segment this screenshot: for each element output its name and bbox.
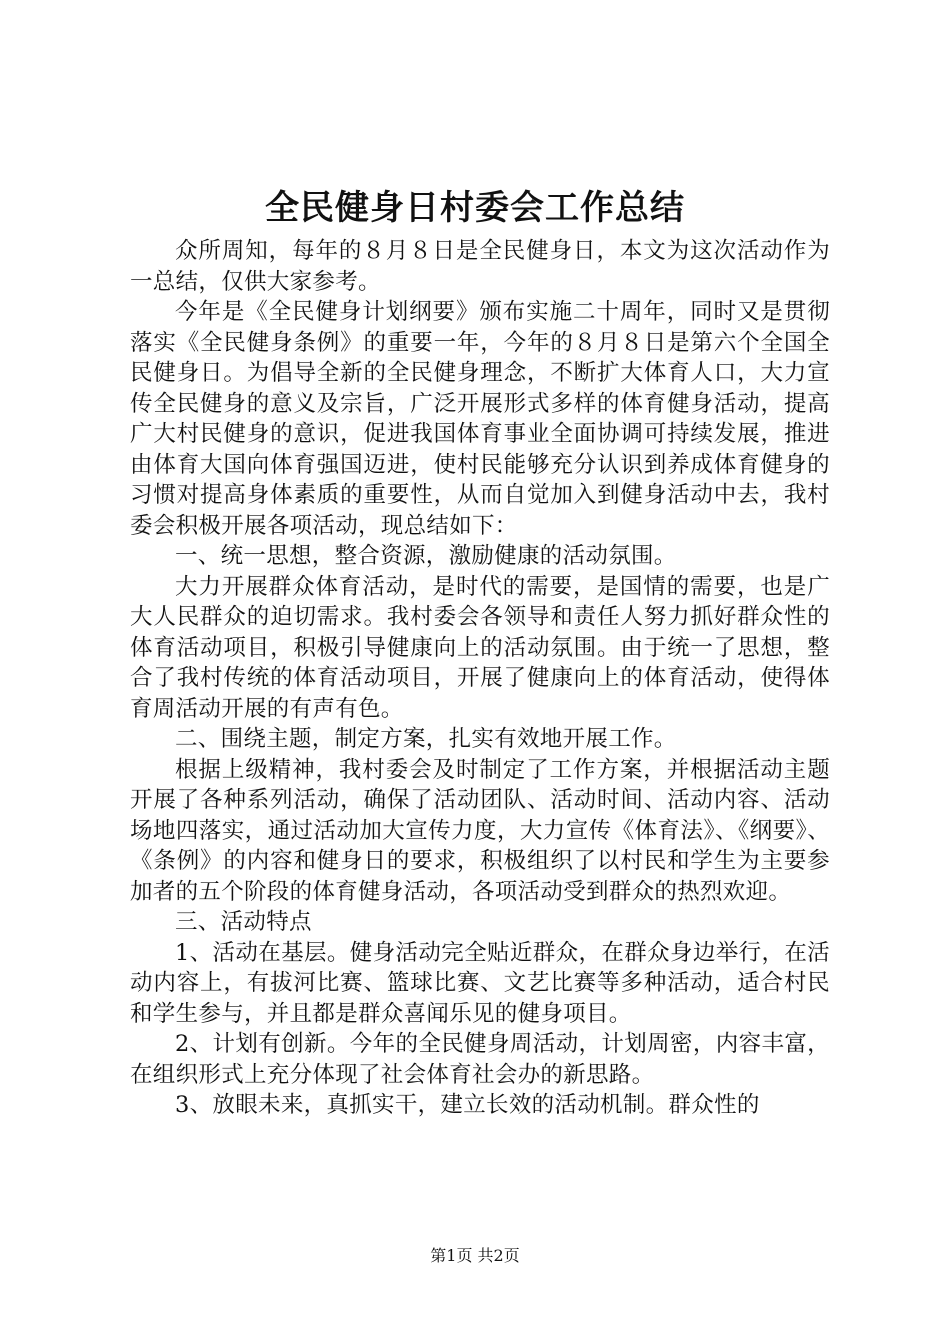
paragraph-feature-3: 3、放眼未来，真抓实干，建立长效的活动机制。群众性的	[175, 1092, 760, 1118]
page-number-footer: 第1页 共2页	[430, 1246, 520, 1265]
section-heading-2: 二、围绕主题，制定方案，扎实有效地开展工作。	[175, 726, 677, 752]
section-heading-3: 三、活动特点	[175, 909, 312, 935]
paragraph-intro: 众所周知，每年的８月８日是全民健身日，本文为这次活动作为一总结，仅供大家参考。	[130, 238, 830, 295]
section-heading-1: 一、统一思想，整合资源，激励健康的活动氛围。	[175, 543, 677, 569]
paragraph-background: 今年是《全民健身计划纲要》颁布实施二十周年，同时又是贯彻落实《全民健身条例》的重要一年，今年的８月８日是第六个全国全民健身日。为倡导全新的全民健身理念，不断扩大体育人口，大力宣传全民健身的意义及宗旨，广泛开展形式多样的体育健身活动，提高广大村民健身的意识，促进我国体育事业全面协调可持续发展，推进由体育大国向体育强国迈进，使村民能够充分认识到养成体育健身的习惯对提高身体素质的重要性，从而自觉加入到健身活动中去，我村委会积极开展各项活动，现总结如下：	[130, 299, 830, 539]
paragraph-feature-1: 1、活动在基层。健身活动完全贴近群众，在群众身边举行，在活动内容上，有拔河比赛、篮球比赛、文艺比赛等多种活动，适合村民和学生参与，并且都是群众喜闻乐见的健身项目。	[130, 939, 830, 1027]
document-title: 全民健身日村委会工作总结	[265, 188, 685, 228]
document-body	[130, 236, 830, 1121]
paragraph-feature-2: 2、计划有创新。今年的全民健身周活动，计划周密，内容丰富，在组织形式上充分体现了社会体育社会办的新思路。	[130, 1031, 830, 1088]
paragraph-section-1: 大力开展群众体育活动，是时代的需要，是国情的需要，也是广大人民群众的迫切需求。我村委会各领导和责任人努力抓好群众性的体育活动项目，积极引导健康向上的活动氛围。由于统一了思想，整合了我村传统的体育活动项目，开展了健康向上的体育活动，使得体育周活动开展的有声有色。	[130, 573, 830, 722]
paragraph-section-2: 根据上级精神，我村委会及时制定了工作方案，并根据活动主题开展了各种系列活动，确保了活动团队、活动时间、活动内容、活动场地四落实，通过活动加大宣传力度，大力宣传《体育法》、《纲要》、《条例》的内容和健身日的要求，积极组织了以村民和学生为主要参加者的五个阶段的体育健身活动，各项活动受到群众的热烈欢迎。	[130, 756, 830, 905]
